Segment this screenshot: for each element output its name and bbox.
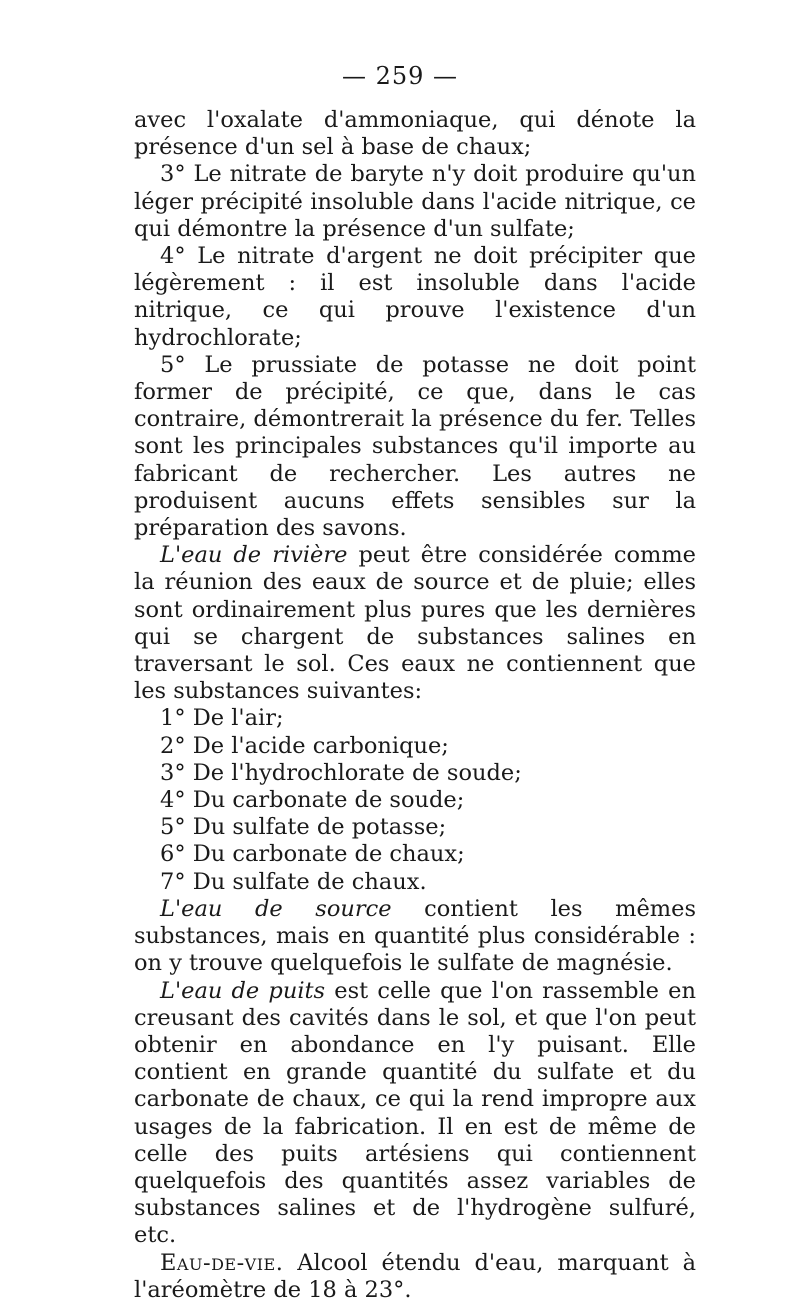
page-number-header: — 259 — — [341, 62, 459, 90]
paragraph-eau-de-vie — [134, 1250, 696, 1304]
list-item: 1° De l'air; — [160, 705, 284, 732]
paragraph-baryte: 3° Le nitrate de baryte n'y doit produire qu'un léger précipité insoluble dans l'acide nitrique, ce qui démontre la présence d'un sulfate; — [134, 161, 696, 242]
paragraph-continuation: avec l'oxalate d'ammoniaque, qui dénote la présence d'un sel à base de chaux; — [134, 107, 696, 161]
paragraph-eau-riviere — [134, 542, 696, 705]
page-body — [134, 107, 696, 1304]
term-eau-riviere: L'eau de rivière — [160, 542, 348, 569]
paragraph-prussiate: 5° Le prussiate de potasse ne doit point former de précipité, ce que, dans le cas contraire, démontrerait la présence du fer. Telles sont les principales substances qu'il importe au fabricant de rechercher. Les autres ne produisent aucuns effets sensibles sur la préparation des savons. — [134, 351, 696, 542]
list-item: 4° Du carbonate de soude; — [160, 787, 465, 814]
list-item: 6° Du carbonate de chaux; — [160, 841, 465, 868]
list-item: 2° De l'acide carbonique; — [160, 732, 449, 759]
paragraph-eau-source — [134, 896, 696, 978]
term-eau-de-vie: Eau-de-vie. — [160, 1249, 284, 1276]
paragraph-eau-de-vie-text: Alcool étendu d'eau, marquant à l'aréomètre de 18 à 23°. — [134, 1249, 696, 1303]
paragraph-eau-source-text: contient les mêmes substances, mais en quantité plus considérable : on y trouve quelquefois le sulfate de magnésie. — [134, 895, 696, 977]
paragraph-eau-riviere-text: peut être considérée comme la réunion des eaux de source et de pluie; elles sont ordinairement plus pures que les dernières qui se chargent de substances salines en traversant le sol. Ces eaux ne contiennent que les substances suivantes: — [134, 542, 696, 705]
list-item: 7° Du sulfate de chaux. — [160, 868, 427, 895]
term-eau-source: L'eau de source — [160, 895, 392, 922]
paragraph-eau-puits — [134, 978, 696, 1250]
substance-list — [134, 705, 696, 895]
paragraph-eau-puits-text: est celle que l'on rassemble en creusant des cavités dans le sol, et que l'on peut obtenir en abondance en l'y puisant. Elle contient en grande quantité du sulfate et du carbonate de chaux, ce qui la rend impropre aux usages de la fabrication. Il en est de même de celle des puits artésiens qui contiennent quelquefois des quantités assez variables de substances salines et de l'hydrogène sulfuré, etc. — [134, 977, 696, 1249]
list-item: 5° Du sulfate de potasse; — [160, 814, 447, 841]
term-eau-puits: L'eau de puits — [160, 977, 326, 1004]
list-item: 3° De l'hydrochlorate de soude; — [160, 759, 522, 786]
paragraph-argent: 4° Le nitrate d'argent ne doit précipiter que légèrement : il est insoluble dans l'acide nitrique, ce qui prouve l'existence d'un hydrochlorate; — [134, 243, 696, 351]
